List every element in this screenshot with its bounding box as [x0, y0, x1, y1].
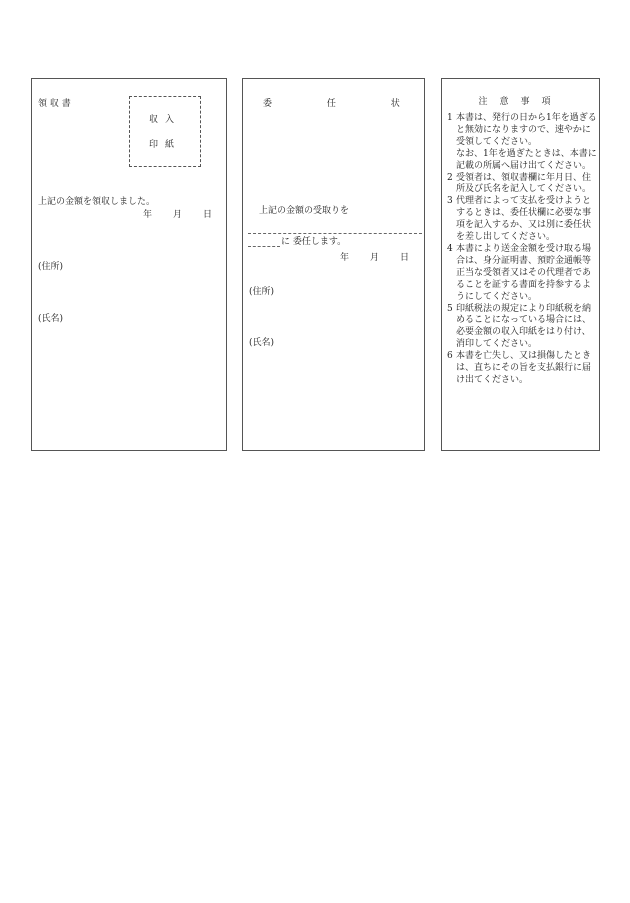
note-item-1-continued: なお、1年を過ぎたときは、本書に記載の所属へ届け出てください。: [456, 148, 597, 171]
note-item-4: [447, 244, 597, 304]
note-number: 5: [447, 303, 453, 314]
notes-list: [447, 113, 597, 387]
note-number: 3: [447, 196, 453, 207]
note-text: 本書により送金金額を受け取る場合は、身分証明書、預貯金通帳等正当な受領者又はその代理者であることを証する書面を持参するようにしてください。: [456, 243, 592, 302]
delegation-receive-text: 上記の金額の受取りを: [259, 206, 350, 216]
note-item-5: [447, 304, 597, 352]
note-text: 本書を亡失し、又は損傷したときは、直ちにその旨を支払銀行に届け出てください。: [456, 351, 592, 385]
notes-panel: [441, 78, 600, 451]
note-text: 代理者によって支払を受けようとするときは、委任状欄に必要な事項を記入するか、又は別に委任状を差し出してください。: [456, 196, 592, 243]
note-text: 本書は、発行の日から1年を過ぎると無効になりますので、速やかに受領してください。: [456, 113, 597, 147]
delegation-day-label: 日: [400, 253, 410, 263]
delegation-entrust-text: に 委任します。: [281, 237, 347, 247]
delegation-year-label: 年: [340, 253, 350, 263]
note-text: 受領者は、領収書欄に年月日、住所及び氏名を記入してください。: [456, 172, 592, 195]
note-item-3: [447, 196, 597, 244]
note-number: 2: [447, 172, 453, 183]
delegation-address-label: (住所): [249, 287, 275, 297]
receipt-month-label: 月: [173, 210, 183, 220]
note-item-2: [447, 173, 597, 197]
note-number: 4: [447, 243, 453, 254]
stamp-label-line1: 収入: [148, 115, 181, 125]
delegate-name-line-short: [248, 246, 280, 247]
received-text: 上記の金額を領収しました。: [38, 197, 156, 207]
receipt-year-label: 年: [143, 210, 153, 220]
receipt-address-label: (住所): [38, 262, 64, 272]
delegate-name-line: [248, 233, 422, 234]
receipt-name-label: (氏名): [38, 314, 64, 324]
delegation-name-label: (氏名): [249, 338, 275, 348]
delegation-panel: [242, 78, 425, 451]
note-text: 印紙税法の規定により印紙税を納めることになっている場合には、必要金額の収入印紙をはり付け、消印してください。: [456, 303, 592, 350]
note-number: 6: [447, 351, 453, 362]
revenue-stamp-box: [129, 96, 201, 167]
delegation-title: 委 任 状: [263, 99, 426, 109]
note-item-6: [447, 351, 597, 387]
receipt-panel: [31, 78, 227, 451]
stamp-label-line2: 印紙: [148, 140, 181, 150]
notes-title: 注意事項: [478, 97, 563, 107]
delegation-month-label: 月: [370, 253, 380, 263]
note-number: 1: [447, 113, 453, 123]
note-item-1: [447, 113, 597, 149]
receipt-day-label: 日: [203, 210, 213, 220]
receipt-title: 領 収 書: [38, 99, 71, 109]
